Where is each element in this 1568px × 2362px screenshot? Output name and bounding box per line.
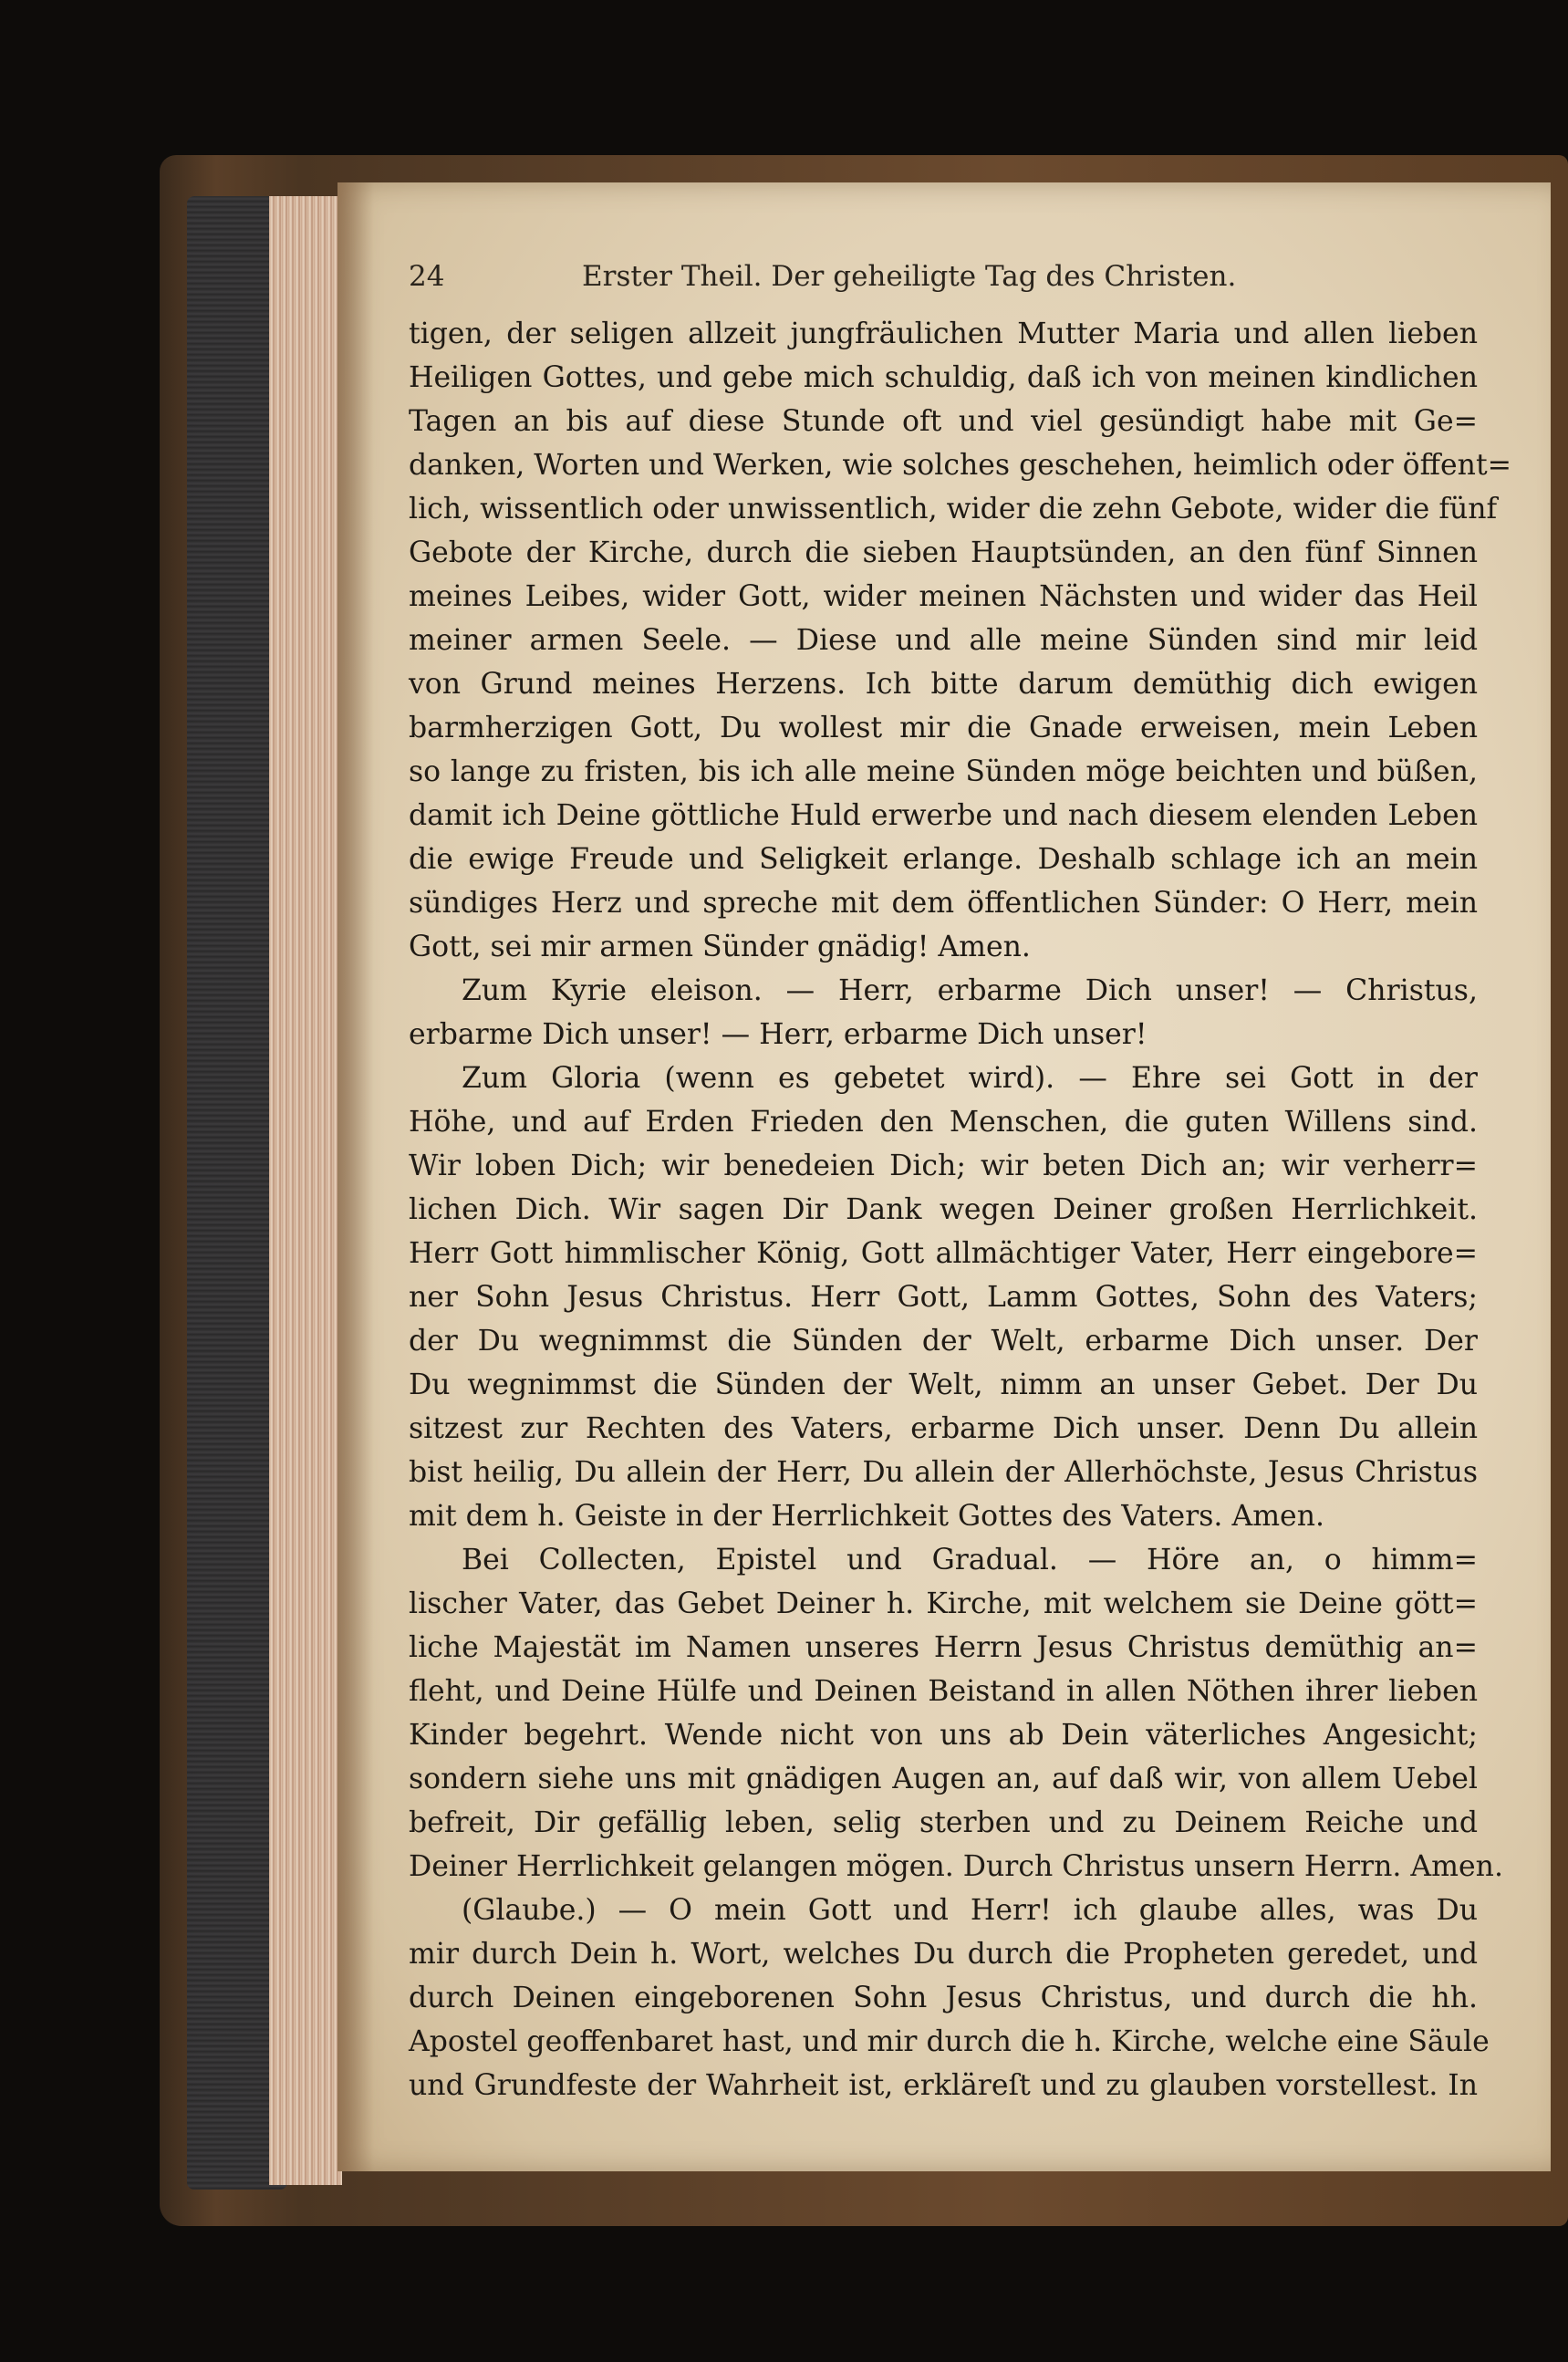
text-line: Zum Gloria (wenn es gebetet wird). — Ehre sei Gott in der <box>462 1062 1478 1095</box>
text-line: Gott, sei mir armen Sünder gnädig! Amen. <box>409 931 1031 963</box>
text-line: Bei Collecten, Epistel und Gradual. — Höre an, o himm= <box>462 1544 1478 1576</box>
text-line: der Du wegnimmst die Sünden der Welt, erbarme Dich unser. Der <box>409 1325 1478 1358</box>
text-line: liche Majestät im Namen unseres Herrn Jesus Christus demüthig an= <box>409 1631 1478 1664</box>
page-text <box>409 312 1511 2107</box>
text-line: Apostel geoffenbaret hast, und mir durch die h. Kirche, welche eine Säule <box>409 2025 1490 2058</box>
text-line: sondern siehe uns mit gnädigen Augen an, auf daß wir, von allem Uebel <box>409 1763 1478 1795</box>
text-line: Wir loben Dich; wir benedeien Dich; wir beten Dich an; wir verherr= <box>409 1150 1478 1182</box>
text-line: Gebote der Kirche, durch die sieben Hauptsünden, an den fünf Sinnen <box>409 536 1478 569</box>
text-line: danken, Worten und Werken, wie solches geschehen, heimlich oder öffent= <box>409 449 1511 482</box>
text-line: durch Deinen eingeborenen Sohn Jesus Christus, und durch die hh. <box>409 1982 1478 2014</box>
text-line: Heiligen Gottes, und gebe mich schuldig, daß ich von meinen kindlichen <box>409 361 1478 394</box>
text-line: die ewige Freude und Seligkeit erlange. Deshalb schlage ich an mein <box>409 843 1478 876</box>
text-line: lich, wissentlich oder unwissentlich, wider die zehn Gebote, wider die fünf <box>409 493 1498 525</box>
text-line: Höhe, und auf Erden Frieden den Menschen, die guten Willens sind. <box>409 1106 1478 1139</box>
text-line: Deiner Herrlichkeit gelangen mögen. Durch Christus unsern Herrn. Amen. <box>409 1850 1503 1883</box>
running-title: Erster Theil. Der geheiligte Tag des Christen. <box>582 260 1237 293</box>
page-gutter-shadow <box>337 182 374 2171</box>
text-line: von Grund meines Herzens. Ich bitte darum demüthig dich ewigen <box>409 668 1478 701</box>
text-line: bist heilig, Du allein der Herr, Du allein der Allerhöchste, Jesus Christus <box>409 1456 1478 1489</box>
text-line: ner Sohn Jesus Christus. Herr Gott, Lamm Gottes, Sohn des Vaters; <box>409 1281 1478 1314</box>
text-line: Du wegnimmst die Sünden der Welt, nimm an unser Gebet. Der Du <box>409 1368 1478 1401</box>
text-line: sündiges Herz und spreche mit dem öffentlichen Sünder: O Herr, mein <box>409 887 1478 920</box>
text-line: damit ich Deine göttliche Huld erwerbe und nach diesem elenden Leben <box>409 799 1478 832</box>
text-line: lichen Dich. Wir sagen Dir Dank wegen Deiner großen Herrlichkeit. <box>409 1193 1478 1226</box>
text-line: Kinder begehrt. Wende nicht von uns ab Dein väterliches Angesicht; <box>409 1719 1478 1752</box>
running-header <box>409 260 1284 300</box>
text-line: meiner armen Seele. — Diese und alle meine Sünden sind mir leid <box>409 624 1478 657</box>
text-line: Herr Gott himmlischer König, Gott allmächtiger Vater, Herr eingebore= <box>409 1237 1478 1270</box>
text-line: Tagen an bis auf diese Stunde oft und viel gesündigt habe mit Ge= <box>409 405 1478 438</box>
text-line: meines Leibes, wider Gott, wider meinen Nächsten und wider das Heil <box>409 580 1478 613</box>
text-line: fleht, und Deine Hülfe und Deinen Beistand in allen Nöthen ihrer lieben <box>409 1675 1478 1708</box>
text-line: (Glaube.) — O mein Gott und Herr! ich glaube alles, was Du <box>462 1894 1478 1927</box>
text-line: mit dem h. Geiste in der Herrlichkeit Gottes des Vaters. Amen. <box>409 1500 1325 1533</box>
text-line: befreit, Dir gefällig leben, selig sterben und zu Deinem Reiche und <box>409 1806 1478 1839</box>
text-line: und Grundfeste der Wahrheit ist, erkläreſt und zu glauben vorstellest. In <box>409 2069 1478 2102</box>
text-line: lischer Vater, das Gebet Deiner h. Kirche, mit welchem sie Deine gött= <box>409 1587 1478 1620</box>
text-line: Zum Kyrie eleison. — Herr, erbarme Dich unser! — Christus, <box>462 974 1478 1007</box>
page-edges <box>269 196 342 2185</box>
text-line: sitzest zur Rechten des Vaters, erbarme Dich unser. Denn Du allein <box>409 1412 1478 1445</box>
text-line: so lange zu fristen, bis ich alle meine Sünden möge beichten und büßen, <box>409 755 1478 788</box>
page-number: 24 <box>409 260 445 293</box>
text-line: barmherzigen Gott, Du wollest mir die Gnade erweisen, mein Leben <box>409 712 1478 744</box>
text-line: tigen, der seligen allzeit jungfräulichen Mutter Maria und allen lieben <box>409 317 1478 350</box>
text-line: erbarme Dich unser! — Herr, erbarme Dich unser! <box>409 1018 1147 1051</box>
text-line: mir durch Dein h. Wort, welches Du durch die Propheten geredet, und <box>409 1938 1478 1971</box>
